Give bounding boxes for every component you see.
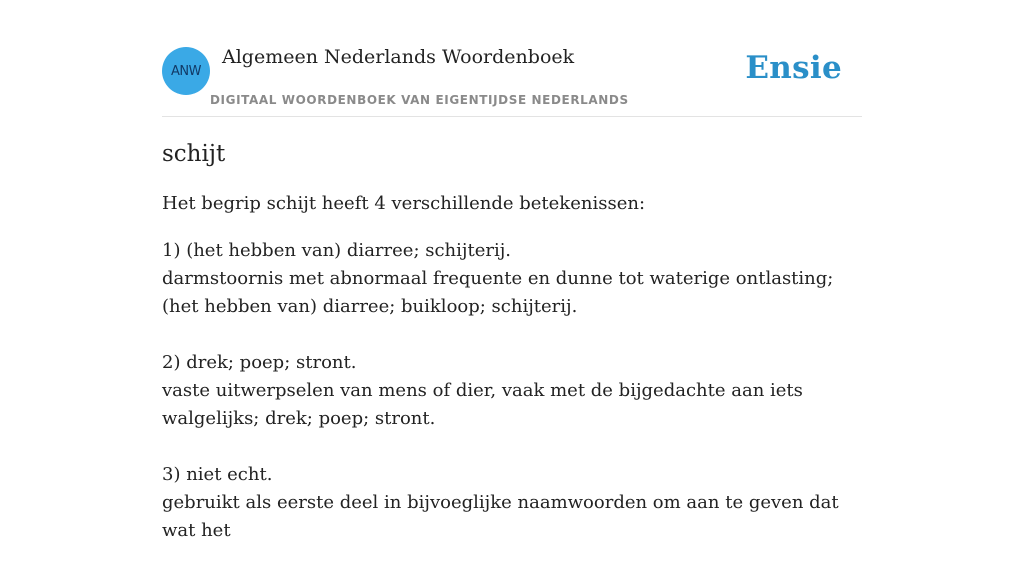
meaning-definition: darmstoornis met abnormaal frequente en dunne tot waterige ontlasting; (het hebben van) diarree; buikloop; schijterij. — [162, 268, 834, 317]
entry-intro: Het begrip schijt heeft 4 verschillende betekenissen: — [162, 193, 646, 214]
meaning-item — [162, 461, 862, 545]
site-header — [162, 0, 862, 117]
meaning-title: 2) drek; poep; stront. — [162, 352, 357, 373]
anw-logo[interactable]: ANW — [162, 47, 210, 95]
page — [162, 0, 862, 573]
page-title: schijt — [162, 141, 226, 167]
site-title[interactable]: Algemeen Nederlands Woordenboek — [222, 46, 575, 68]
meaning-title: 1) (het hebben van) diarree; schijterij. — [162, 240, 512, 261]
ensie-brand-link[interactable]: Ensie — [745, 50, 842, 86]
meaning-title: 3) niet echt. — [162, 464, 273, 485]
meaning-definition: vaste uitwerpselen van mens of dier, vaak met de bijgedachte aan iets walgelijks; drek; poep; stront. — [162, 380, 803, 429]
meaning-item — [162, 237, 862, 321]
meaning-definition: gebruikt als eerste deel in bijvoeglijke naamwoorden om aan te geven dat wat het — [162, 492, 839, 541]
meaning-list — [162, 237, 862, 545]
site-subtitle: DIGITAAL WOORDENBOEK VAN EIGENTIJDSE NEDERLANDS — [210, 93, 629, 107]
meaning-item — [162, 349, 862, 433]
